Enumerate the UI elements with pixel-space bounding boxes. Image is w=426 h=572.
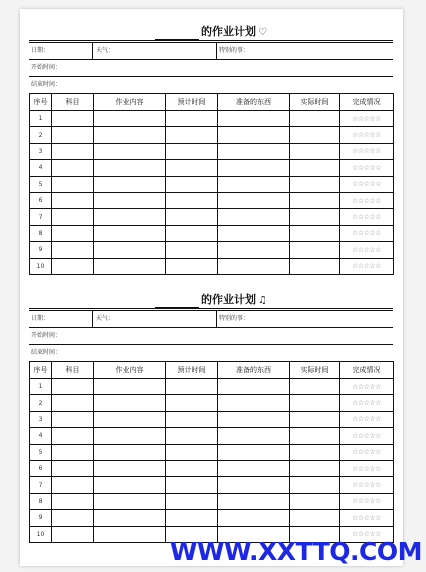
actual-time-cell[interactable] [290,225,340,241]
document-page [20,9,403,566]
subject-cell[interactable] [52,493,94,509]
estimated-time-cell[interactable] [166,477,218,493]
homework-plan-2 [29,293,393,543]
content-cell[interactable] [94,395,166,411]
actual-time-cell[interactable] [290,111,340,127]
materials-cell[interactable] [218,379,290,395]
content-cell[interactable] [94,176,166,192]
row-number: 8 [30,225,52,241]
actual-time-cell[interactable] [290,428,340,444]
table-row [30,477,394,493]
star-rating[interactable]: ☆☆☆☆☆ [340,444,394,460]
materials-cell[interactable] [218,460,290,476]
star-rating[interactable]: ☆☆☆☆☆ [340,526,394,542]
content-cell[interactable] [94,526,166,542]
materials-cell[interactable] [218,493,290,509]
table-row [30,258,394,274]
estimated-time-cell[interactable] [166,225,218,241]
actual-time-cell[interactable] [290,127,340,143]
row-number: 7 [30,209,52,225]
star-rating[interactable]: ☆☆☆☆☆ [340,379,394,395]
star-rating[interactable]: ☆☆☆☆☆ [340,477,394,493]
star-rating[interactable]: ☆☆☆☆☆ [340,510,394,526]
star-rating[interactable]: ☆☆☆☆☆ [340,493,394,509]
row-number: 10 [30,258,52,274]
info-row-end [29,77,393,93]
divider [216,43,217,59]
row-number: 10 [30,526,52,542]
row-number: 5 [30,176,52,192]
estimated-time-cell[interactable] [166,460,218,476]
actual-time-cell[interactable] [290,395,340,411]
plan-title-text: 的作业计划 [201,293,257,306]
weather-label: 天气： [96,315,115,322]
table-row [30,209,394,225]
actual-time-cell[interactable] [290,444,340,460]
header-materials: 准备的东西 [218,94,290,111]
table-row [30,176,394,192]
table-row [30,160,394,176]
subject-cell[interactable] [52,460,94,476]
estimated-time-cell[interactable] [166,379,218,395]
actual-time-cell[interactable] [290,176,340,192]
header-materials: 准备的东西 [218,362,290,379]
site-watermark: WWW.XXTTQ.COM [169,537,422,566]
row-number: 4 [30,428,52,444]
star-rating[interactable]: ☆☆☆☆☆ [340,111,394,127]
subject-cell[interactable] [52,143,94,159]
star-rating[interactable]: ☆☆☆☆☆ [340,428,394,444]
actual-time-cell[interactable] [290,510,340,526]
divider [92,311,93,327]
name-blank [155,39,199,40]
row-number: 9 [30,510,52,526]
materials-cell[interactable] [218,209,290,225]
special-label: 特别的事： [219,47,250,54]
subject-cell[interactable] [52,379,94,395]
content-cell[interactable] [94,143,166,159]
subject-cell[interactable] [52,225,94,241]
table-row [30,428,394,444]
table-row [30,127,394,143]
estimated-time-cell[interactable] [166,143,218,159]
materials-cell[interactable] [218,444,290,460]
materials-cell[interactable] [218,428,290,444]
header-estimated-time: 预计时间 [166,94,218,111]
divider [92,43,93,59]
end-time-label: 结束时间： [31,81,62,88]
row-number: 9 [30,242,52,258]
actual-time-cell[interactable] [290,477,340,493]
materials-cell[interactable] [218,258,290,274]
table-row [30,510,394,526]
date-label: 日期： [31,315,50,322]
table-row [30,379,394,395]
star-rating[interactable]: ☆☆☆☆☆ [340,225,394,241]
subject-cell[interactable] [52,411,94,427]
info-row-end [29,345,393,361]
star-rating[interactable]: ☆☆☆☆☆ [340,411,394,427]
subject-cell[interactable] [52,176,94,192]
estimated-time-cell[interactable] [166,160,218,176]
subject-cell[interactable] [52,526,94,542]
estimated-time-cell[interactable] [166,176,218,192]
content-cell[interactable] [94,510,166,526]
table-row [30,411,394,427]
row-number: 5 [30,444,52,460]
row-number: 7 [30,477,52,493]
materials-cell[interactable] [218,160,290,176]
row-number: 1 [30,379,52,395]
content-cell[interactable] [94,242,166,258]
estimated-time-cell[interactable] [166,395,218,411]
star-rating[interactable]: ☆☆☆☆☆ [340,160,394,176]
content-cell[interactable] [94,428,166,444]
materials-cell[interactable] [218,143,290,159]
row-number: 6 [30,192,52,208]
plan-table [29,93,394,275]
header-completion: 完成情况 [340,94,394,111]
row-number: 2 [30,395,52,411]
plan-title [29,293,393,307]
actual-time-cell[interactable] [290,379,340,395]
date-label: 日期： [31,47,50,54]
materials-cell[interactable] [218,395,290,411]
subject-cell[interactable] [52,127,94,143]
header-subject: 科目 [52,362,94,379]
content-cell[interactable] [94,127,166,143]
table-row [30,192,394,208]
content-cell[interactable] [94,411,166,427]
table-row [30,493,394,509]
subject-cell[interactable] [52,192,94,208]
materials-cell[interactable] [218,176,290,192]
content-cell[interactable] [94,493,166,509]
materials-cell[interactable] [218,127,290,143]
header-actual-time: 实际时间 [290,94,340,111]
star-rating[interactable]: ☆☆☆☆☆ [340,242,394,258]
row-number: 6 [30,460,52,476]
info-row-start [29,328,393,345]
music-note-icon: ♫ [258,295,267,306]
weather-label: 天气： [96,47,115,54]
content-cell[interactable] [94,209,166,225]
actual-time-cell[interactable] [290,242,340,258]
subject-cell[interactable] [52,209,94,225]
table-header-row [30,94,394,111]
estimated-time-cell[interactable] [166,510,218,526]
materials-cell[interactable] [218,510,290,526]
subject-cell[interactable] [52,111,94,127]
subject-cell[interactable] [52,510,94,526]
table-row [30,395,394,411]
content-cell[interactable] [94,111,166,127]
table-row [30,242,394,258]
content-cell[interactable] [94,379,166,395]
content-cell[interactable] [94,444,166,460]
materials-cell[interactable] [218,192,290,208]
special-label: 特别的事： [219,315,250,322]
estimated-time-cell[interactable] [166,493,218,509]
info-row-date [29,311,393,328]
info-row-start [29,60,393,77]
actual-time-cell[interactable] [290,209,340,225]
table-row [30,460,394,476]
start-time-label: 开始时间： [31,64,62,71]
plan-title [29,25,393,39]
info-row-date [29,43,393,60]
actual-time-cell[interactable] [290,493,340,509]
actual-time-cell[interactable] [290,411,340,427]
table-header-row [30,362,394,379]
subject-cell[interactable] [52,395,94,411]
table-row [30,143,394,159]
materials-cell[interactable] [218,225,290,241]
homework-plan-1 [29,25,393,275]
actual-time-cell[interactable] [290,143,340,159]
content-cell[interactable] [94,192,166,208]
end-time-label: 结束时间： [31,349,62,356]
star-rating[interactable]: ☆☆☆☆☆ [340,143,394,159]
header-content: 作业内容 [94,362,166,379]
estimated-time-cell[interactable] [166,209,218,225]
estimated-time-cell[interactable] [166,192,218,208]
heart-icon: ♡ [258,27,267,38]
start-time-label: 开始时间： [31,332,62,339]
estimated-time-cell[interactable] [166,242,218,258]
star-rating[interactable]: ☆☆☆☆☆ [340,460,394,476]
row-number: 3 [30,143,52,159]
estimated-time-cell[interactable] [166,411,218,427]
estimated-time-cell[interactable] [166,111,218,127]
subject-cell[interactable] [52,444,94,460]
subject-cell[interactable] [52,160,94,176]
plan-table [29,361,394,543]
content-cell[interactable] [94,460,166,476]
actual-time-cell[interactable] [290,192,340,208]
subject-cell[interactable] [52,428,94,444]
materials-cell[interactable] [218,477,290,493]
actual-time-cell[interactable] [290,460,340,476]
header-completion: 完成情况 [340,362,394,379]
content-cell[interactable] [94,477,166,493]
subject-cell[interactable] [52,242,94,258]
name-blank [155,307,199,308]
row-number: 4 [30,160,52,176]
plan-title-text: 的作业计划 [201,25,257,38]
actual-time-cell[interactable] [290,258,340,274]
row-number: 2 [30,127,52,143]
content-cell[interactable] [94,258,166,274]
header-actual-time: 实际时间 [290,362,340,379]
estimated-time-cell[interactable] [166,428,218,444]
header-subject: 科目 [52,94,94,111]
row-number: 3 [30,411,52,427]
materials-cell[interactable] [218,242,290,258]
subject-cell[interactable] [52,477,94,493]
row-number: 8 [30,493,52,509]
header-content: 作业内容 [94,94,166,111]
row-number: 1 [30,111,52,127]
table-row [30,111,394,127]
star-rating[interactable]: ☆☆☆☆☆ [340,127,394,143]
header-estimated-time: 预计时间 [166,362,218,379]
subject-cell[interactable] [52,258,94,274]
content-cell[interactable] [94,160,166,176]
star-rating[interactable]: ☆☆☆☆☆ [340,176,394,192]
table-row [30,225,394,241]
star-rating[interactable]: ☆☆☆☆☆ [340,209,394,225]
table-row [30,444,394,460]
divider [216,311,217,327]
estimated-time-cell[interactable] [166,444,218,460]
star-rating[interactable]: ☆☆☆☆☆ [340,258,394,274]
star-rating[interactable]: ☆☆☆☆☆ [340,192,394,208]
materials-cell[interactable] [218,111,290,127]
estimated-time-cell[interactable] [166,258,218,274]
header-index: 序号 [30,362,52,379]
estimated-time-cell[interactable] [166,127,218,143]
content-cell[interactable] [94,225,166,241]
materials-cell[interactable] [218,411,290,427]
star-rating[interactable]: ☆☆☆☆☆ [340,395,394,411]
actual-time-cell[interactable] [290,160,340,176]
header-index: 序号 [30,94,52,111]
